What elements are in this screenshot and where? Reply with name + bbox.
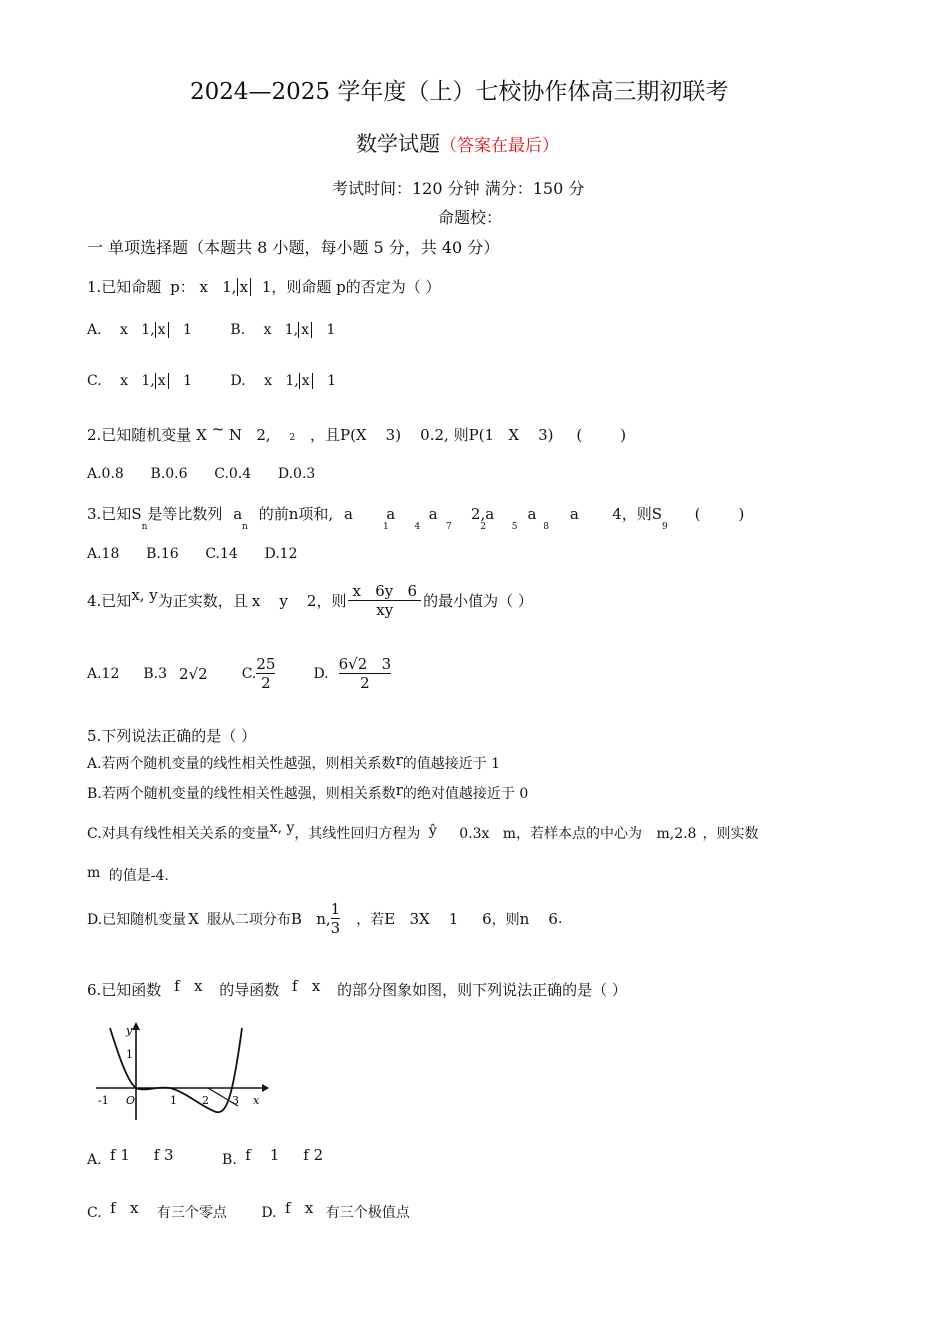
q2-sigma: 2: [289, 433, 296, 443]
q1-option-b-expr: x 1,: [263, 322, 299, 338]
q1-option-b-abs: x: [298, 322, 312, 338]
q5-d-b: B n,: [290, 909, 331, 928]
q5-c-end: ，则实数: [702, 826, 759, 842]
q5-c-m: m: [87, 865, 101, 881]
q2-normal: N 2,: [228, 426, 271, 444]
subject-title: [356, 128, 559, 158]
q4-cond: x y 2: [251, 591, 317, 610]
q5-b-end: 的绝对值越接近于 0: [402, 786, 529, 802]
q3-options: A.18 B.16 C.14 D.12: [87, 546, 298, 562]
q5-c-eq: 0.3x m: [459, 826, 517, 842]
q2-p1: P(X 3) 0.2,: [339, 426, 449, 444]
q5-d-fnum: 1: [330, 900, 341, 918]
q1-expr: x 1,: [199, 278, 237, 296]
graph-y-label: y: [126, 1024, 133, 1037]
q2-options: A.0.8 B.0.6 C.0.4 D.0.3: [87, 466, 316, 482]
question-1: [87, 276, 441, 297]
q2-x: X: [196, 426, 207, 444]
q5-d-dot: .: [557, 910, 563, 927]
q5-c-text: C.对具有线性相关关系的变量: [87, 826, 270, 842]
q5-c-yhat: ŷ: [428, 823, 437, 839]
q2-then: 则: [453, 426, 469, 444]
q4-option-a: A.12: [87, 665, 120, 682]
exam-info: 考试时间：120 分钟 满分：150 分: [332, 179, 585, 198]
q4-numerator: x 6y 6: [352, 582, 418, 600]
q4-t1: 为正实数，且: [157, 592, 248, 610]
q1-option-a-label: A.: [87, 322, 102, 338]
graph-tick-2: 2: [202, 1094, 209, 1107]
q5-d-mid: 服从二项分布: [206, 911, 291, 928]
q4-t2: ，则: [316, 592, 347, 610]
q5-a-r: r: [395, 751, 403, 769]
q2-paren: ( ): [576, 426, 627, 444]
q1-option-d-tail: 1: [327, 373, 336, 389]
q4-option-d-frac: [339, 655, 392, 692]
q4-option-c-label: C.: [241, 665, 257, 682]
q1-end: 的否定为（ ）: [345, 278, 441, 296]
question-6: [87, 979, 627, 1000]
q5-b-r: r: [395, 781, 403, 799]
q4-fraction: [348, 582, 421, 619]
question-5: 5.下列说法正确的是（ ）: [87, 727, 257, 745]
q1-option-c-label: C.: [87, 373, 102, 389]
q3-paren: ( ): [694, 505, 745, 523]
q6-option-a-expr: f 1 f 3: [110, 1146, 174, 1164]
q4-option-c-den: 2: [261, 674, 271, 692]
q1-tail: 1: [261, 278, 272, 296]
q5-option-d: [87, 900, 562, 937]
q5-c-xy: x, y: [269, 820, 295, 836]
q5-d-frac: [331, 900, 341, 937]
q4-prefix: 4.已知: [87, 592, 132, 610]
q4-option-d-den: 2: [360, 674, 370, 692]
setter-school: 命题校：: [438, 208, 503, 227]
q3-s: S: [131, 505, 142, 523]
q6-option-c-end: 有三个零点: [156, 1205, 227, 1221]
q3-t2: 的前: [258, 505, 289, 523]
q6-prefix: 6.已知函数: [87, 981, 162, 999]
q5-option-a: [87, 753, 500, 773]
q6-options-cd: [87, 1199, 410, 1222]
q5-c-center: m,2.8: [656, 826, 697, 842]
q2-mid: ，且: [309, 426, 340, 444]
graph-tick-3: 3: [232, 1094, 239, 1107]
graph-x-arrow: [262, 1084, 269, 1092]
q6-fx: f x: [174, 977, 203, 995]
q4-denominator: xy: [376, 601, 394, 619]
q1-option-a-abs: x: [155, 322, 169, 338]
q4-options: [87, 655, 391, 692]
q1-options-cd: [87, 373, 336, 389]
q4-t3: 的最小值为（ ）: [423, 592, 533, 610]
graph-tick-1: 1: [170, 1094, 177, 1107]
q1-option-c-abs: x: [155, 373, 169, 389]
q3-a-sub: n: [242, 522, 248, 532]
q5-c-tail: 的值是-4.: [108, 868, 169, 884]
q6-option-c-label: C.: [87, 1205, 102, 1221]
q5-a-end: 的值越接近于 1: [402, 756, 501, 772]
q1-option-b-label: B.: [230, 322, 246, 338]
q4-option-b-label: B.3: [143, 665, 168, 682]
q4-option-b-val: 2√2: [179, 664, 208, 683]
q6-mid: 的导函数: [219, 981, 280, 999]
q5-option-b: [87, 783, 528, 803]
q3-sequence-subscripts: 1 4 7 2 5 8: [383, 522, 549, 532]
q1-abs: x: [237, 278, 251, 296]
answer-note: （答案在最后）: [440, 136, 559, 156]
q6-options-ab: [87, 1146, 324, 1168]
q6-end: 的部分图象如图，则下列说法正确的是（ ）: [337, 981, 627, 999]
subject-name: 数学试题: [356, 132, 440, 156]
q5-d-x: X: [188, 909, 199, 928]
q3-t4: ，则: [621, 505, 652, 523]
q3-s9: S: [651, 505, 663, 523]
q5-d-then: ，则: [491, 911, 520, 928]
q3-sequence: a a a 2,a a a 4: [343, 505, 622, 523]
q5-b-text: B.若两个随机变量的线性相关性越强，则相关系数: [87, 786, 396, 802]
q4-option-d-num: 6√2 3: [338, 655, 392, 673]
q3-a: a: [233, 505, 243, 523]
q5-d-e: E 3X 1 6: [384, 909, 492, 928]
q2-p2: P(1 X 3): [468, 426, 554, 444]
q1-option-d-abs: x: [299, 373, 313, 389]
q6-derivative-graph: [90, 1020, 270, 1125]
q6-option-d-end: 有三个极值点: [325, 1205, 410, 1221]
q1-option-b-tail: 1: [326, 322, 336, 338]
q2-prefix: 2.已知随机变量: [87, 426, 192, 444]
q5-option-c-cont: [87, 865, 169, 885]
q5-d-text: D.已知随机变量: [87, 911, 187, 928]
q6-option-c-expr: f x: [110, 1199, 139, 1217]
q5-c-mid2: ，若样本点的中心为: [516, 826, 643, 842]
q3-s-sub: n: [141, 522, 148, 532]
section-heading: 一 单项选择题（本题共 8 小题，每小题 5 分，共 40 分）: [87, 238, 500, 257]
q5-a-text: A.若两个随机变量的线性相关性越强，则相关系数: [87, 756, 396, 772]
graph-tick-neg1: -1: [98, 1094, 109, 1107]
q1-option-c-tail: 1: [183, 373, 193, 389]
q1-mid: ，则命题: [271, 278, 332, 296]
q5-d-fden: 3: [330, 919, 341, 937]
q3-s9-sub: 9: [662, 522, 668, 532]
q4-option-c-frac: [256, 655, 275, 692]
q3-t3: 项和,: [298, 505, 334, 523]
exam-title: 2024—2025 学年度（上）七校协作体高三期初联考: [190, 79, 729, 105]
q6-option-d-expr: f x: [285, 1199, 314, 1217]
q6-fpx: f x: [292, 977, 321, 995]
q1-p: p：: [170, 278, 195, 296]
q2-tilde: ~: [211, 420, 225, 438]
question-4: [87, 582, 533, 619]
graph-y-tick-1: 1: [126, 1048, 133, 1061]
q1-option-d-label: D.: [230, 373, 246, 389]
graph-x-label: x: [253, 1094, 260, 1107]
q4-option-d-label: D.: [313, 665, 329, 682]
q3-t1: 是等比数列: [147, 505, 223, 523]
q1-option-d-expr: x 1,: [264, 373, 299, 389]
graph-origin: O: [126, 1094, 136, 1107]
q4-xy: x, y: [131, 585, 158, 604]
q5-d-mid2: ，若: [356, 911, 385, 928]
q5-d-n: n 6: [519, 909, 558, 928]
q1-prefix: 1.已知命题: [87, 278, 162, 296]
q3-prefix: 3.已知: [87, 505, 132, 523]
q1-options-ab: [87, 322, 335, 338]
q1-option-a-tail: 1: [182, 322, 192, 338]
question-2: [87, 420, 627, 445]
q6-option-a-label: A.: [87, 1152, 102, 1168]
q4-option-c-num: 25: [256, 655, 276, 673]
graph-y-arrow: [132, 1022, 140, 1030]
q6-option-b-expr: f 1 f 2: [245, 1146, 324, 1164]
q5-option-c: [87, 820, 759, 843]
q3-n: n: [288, 505, 299, 523]
q6-option-b-label: B.: [222, 1152, 237, 1168]
q5-c-mid: ，其线性回归方程为: [294, 826, 421, 842]
q1-p2: p: [336, 278, 346, 296]
q6-option-d-label: D.: [261, 1205, 277, 1221]
q1-option-c-expr: x 1,: [120, 373, 155, 389]
q1-option-a-expr: x 1,: [120, 322, 155, 338]
